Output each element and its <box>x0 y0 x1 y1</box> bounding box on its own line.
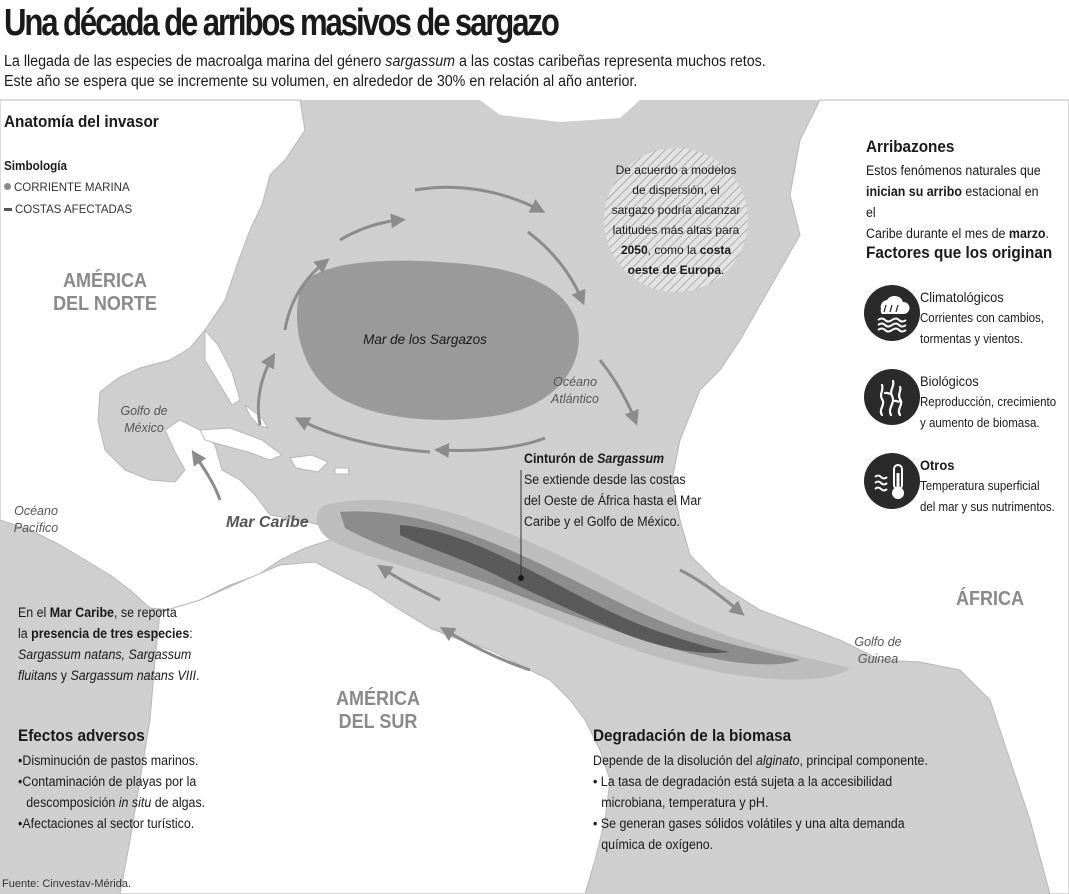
label-gulf-mexico <box>112 403 176 437</box>
note-text: . <box>196 668 200 683</box>
text-line <box>866 223 1050 244</box>
effect-item: •Disminución de pastos marinos. <box>18 753 199 768</box>
label-line: AMÉRICA <box>62 270 148 292</box>
caribbean-species-note <box>18 602 230 686</box>
label-line: Pacífico <box>13 521 59 535</box>
legend-label: COSTAS AFECTADAS <box>15 204 133 216</box>
label-line: Océano <box>553 375 597 389</box>
label-line: Golfo de <box>854 635 902 649</box>
note-italic: fluitans <box>18 668 58 683</box>
note-text: , se reporta <box>113 605 177 620</box>
degradation-title: Degradación de la biomasa <box>593 726 792 745</box>
text-normal: Depende de la disolución del <box>593 753 756 768</box>
label-line: Guinea <box>857 652 899 666</box>
desc-line: Reproducción, crecimiento <box>920 395 1057 409</box>
factor-name: Otros <box>920 457 955 473</box>
label-line: AMÉRICA <box>335 688 421 710</box>
note-text: . <box>721 263 725 277</box>
degradation-item: • Se generan gases sólidos volátiles y una alta demanda <box>593 816 905 831</box>
note-italic: Sargassum natans, Sargassum <box>18 647 192 662</box>
thermometer-waves-icon <box>864 453 920 509</box>
coast-line-icon <box>4 208 12 211</box>
label-atlantic-ocean <box>540 374 610 408</box>
effect-text: descomposición <box>26 795 119 810</box>
land-puerto-rico <box>335 468 349 474</box>
text-bold: inician su arribo <box>866 184 962 199</box>
label-line: México <box>124 421 164 435</box>
desc-line: del mar y sus nutrimentos. <box>920 500 1055 514</box>
text-line <box>593 750 989 771</box>
degradation-text <box>593 750 989 855</box>
effect-text: de algas. <box>151 795 206 810</box>
legend-title: Simbología <box>4 158 68 173</box>
belt-title-text: Cinturón de <box>524 451 598 466</box>
factor-desc <box>920 392 1058 434</box>
label-caribbean-sea: Mar Caribe <box>226 514 309 531</box>
degradation-item: química de oxígeno. <box>601 837 714 852</box>
arribazones-text <box>866 160 1050 244</box>
lead-text: La llegada de las especies de macroalga marina del género <box>4 53 386 70</box>
page-title: Una década de arribos masivos de sargazo <box>4 2 558 44</box>
factors-title: Factores que los originan <box>866 243 1053 262</box>
note-bold: oeste de Europa <box>627 263 721 277</box>
factor-name: Biológicos <box>920 373 979 389</box>
belt-line: del Oeste de África hasta el Mar <box>524 493 702 508</box>
note-line <box>18 623 230 644</box>
belt-title <box>524 448 726 469</box>
text-normal: . <box>1045 226 1049 241</box>
effect-item: •Afectaciones al sector turístico. <box>18 816 195 831</box>
desc-line: y aumento de biomasa. <box>920 416 1040 430</box>
label-line: DEL SUR <box>338 711 418 733</box>
text-normal: estacional en el <box>866 184 1039 220</box>
note-bold: 2050 <box>620 243 648 257</box>
dispersion-note <box>604 160 748 280</box>
text-normal: , principal componente. <box>799 753 928 768</box>
effect-italic: in situ <box>118 795 152 810</box>
text-bold: marzo <box>1008 226 1046 241</box>
label-line: DEL NORTE <box>53 293 157 315</box>
text-italic: alginato <box>755 753 800 768</box>
degradation-item: microbiana, temperatura y pH. <box>601 795 769 810</box>
note-italic: Sargassum natans VIII <box>70 668 197 683</box>
note-line <box>604 260 748 280</box>
label-gulf-guinea <box>845 634 911 668</box>
note-text: En el <box>18 605 50 620</box>
effect-item: •Contaminación de playas por la <box>18 774 197 789</box>
label-line: Océano <box>14 504 58 518</box>
belt-description <box>524 448 726 532</box>
label-line: Golfo de <box>120 404 168 418</box>
factor-name: Climatológicos <box>920 289 1004 305</box>
note-line: de dispersión, el <box>632 183 720 197</box>
factor-desc <box>920 476 1058 518</box>
note-line <box>18 602 230 623</box>
current-dot-icon <box>4 183 11 190</box>
note-text: : <box>189 626 193 641</box>
source-credit: Fuente: Cinvestav-Mérida. <box>2 878 131 890</box>
note-bold: Mar Caribe <box>49 605 114 620</box>
note-text: , como la <box>647 243 700 257</box>
note-text: y <box>57 668 71 683</box>
note-line: De acuerdo a modelos <box>615 163 737 177</box>
belt-title-italic: Sargassum <box>597 451 665 466</box>
note-bold: presencia de tres especies <box>31 626 190 641</box>
arribazones-title: Arribazones <box>866 137 955 156</box>
label-africa: ÁFRICA <box>955 588 1024 610</box>
text-normal: Caribe durante el mes de <box>866 226 1009 241</box>
callout-dot <box>518 575 524 581</box>
text-line: Estos fenómenos naturales que <box>866 163 1041 178</box>
label-sargasso-sea: Mar de los Sargazos <box>363 332 487 347</box>
label-pacific-ocean <box>4 503 68 537</box>
effect-item <box>18 792 266 813</box>
label-north-america <box>47 270 164 316</box>
degradation-item: • La tasa de degradación está sujeta a la accesibilidad <box>593 774 893 789</box>
belt-line: Caribe y el Golfo de México. <box>524 514 681 529</box>
legend-item-current <box>4 182 130 194</box>
effects-list <box>18 750 266 834</box>
text-line <box>866 181 1050 223</box>
note-line <box>604 240 748 260</box>
belt-line: Se extiende desde las costas <box>524 472 686 487</box>
legend-item-coasts <box>4 204 132 216</box>
effects-title: Efectos adversos <box>18 726 145 745</box>
factor-desc <box>920 308 1058 350</box>
note-line <box>18 644 230 665</box>
legend-label: CORRIENTE MARINA <box>14 182 130 194</box>
note-line: latitudes más altas para <box>612 223 740 237</box>
seaweed-icon <box>864 369 920 425</box>
note-line: sargazo podría alcanzar <box>611 203 741 217</box>
note-line <box>18 665 230 686</box>
label-south-america <box>324 688 432 734</box>
desc-line: Corrientes con cambios, <box>920 311 1044 325</box>
desc-line: tormentas y vientos. <box>920 332 1023 346</box>
weather-storm-icon <box>864 285 920 341</box>
lead-italic: sargassum <box>385 53 456 70</box>
note-text: la <box>18 626 32 641</box>
label-line: Atlántico <box>551 392 599 406</box>
desc-line: Temperatura superficial <box>920 479 1040 493</box>
page-lead <box>4 52 924 92</box>
note-bold: costa <box>699 243 732 257</box>
lead-text: a las costas caribeñas representa muchos retos. <box>455 53 766 70</box>
anatomy-heading: Anatomía del invasor <box>4 112 159 131</box>
lead-text: Este año se espera que se incremente su volumen, en alrededor de 30% en relación al año anterior. <box>4 73 638 90</box>
